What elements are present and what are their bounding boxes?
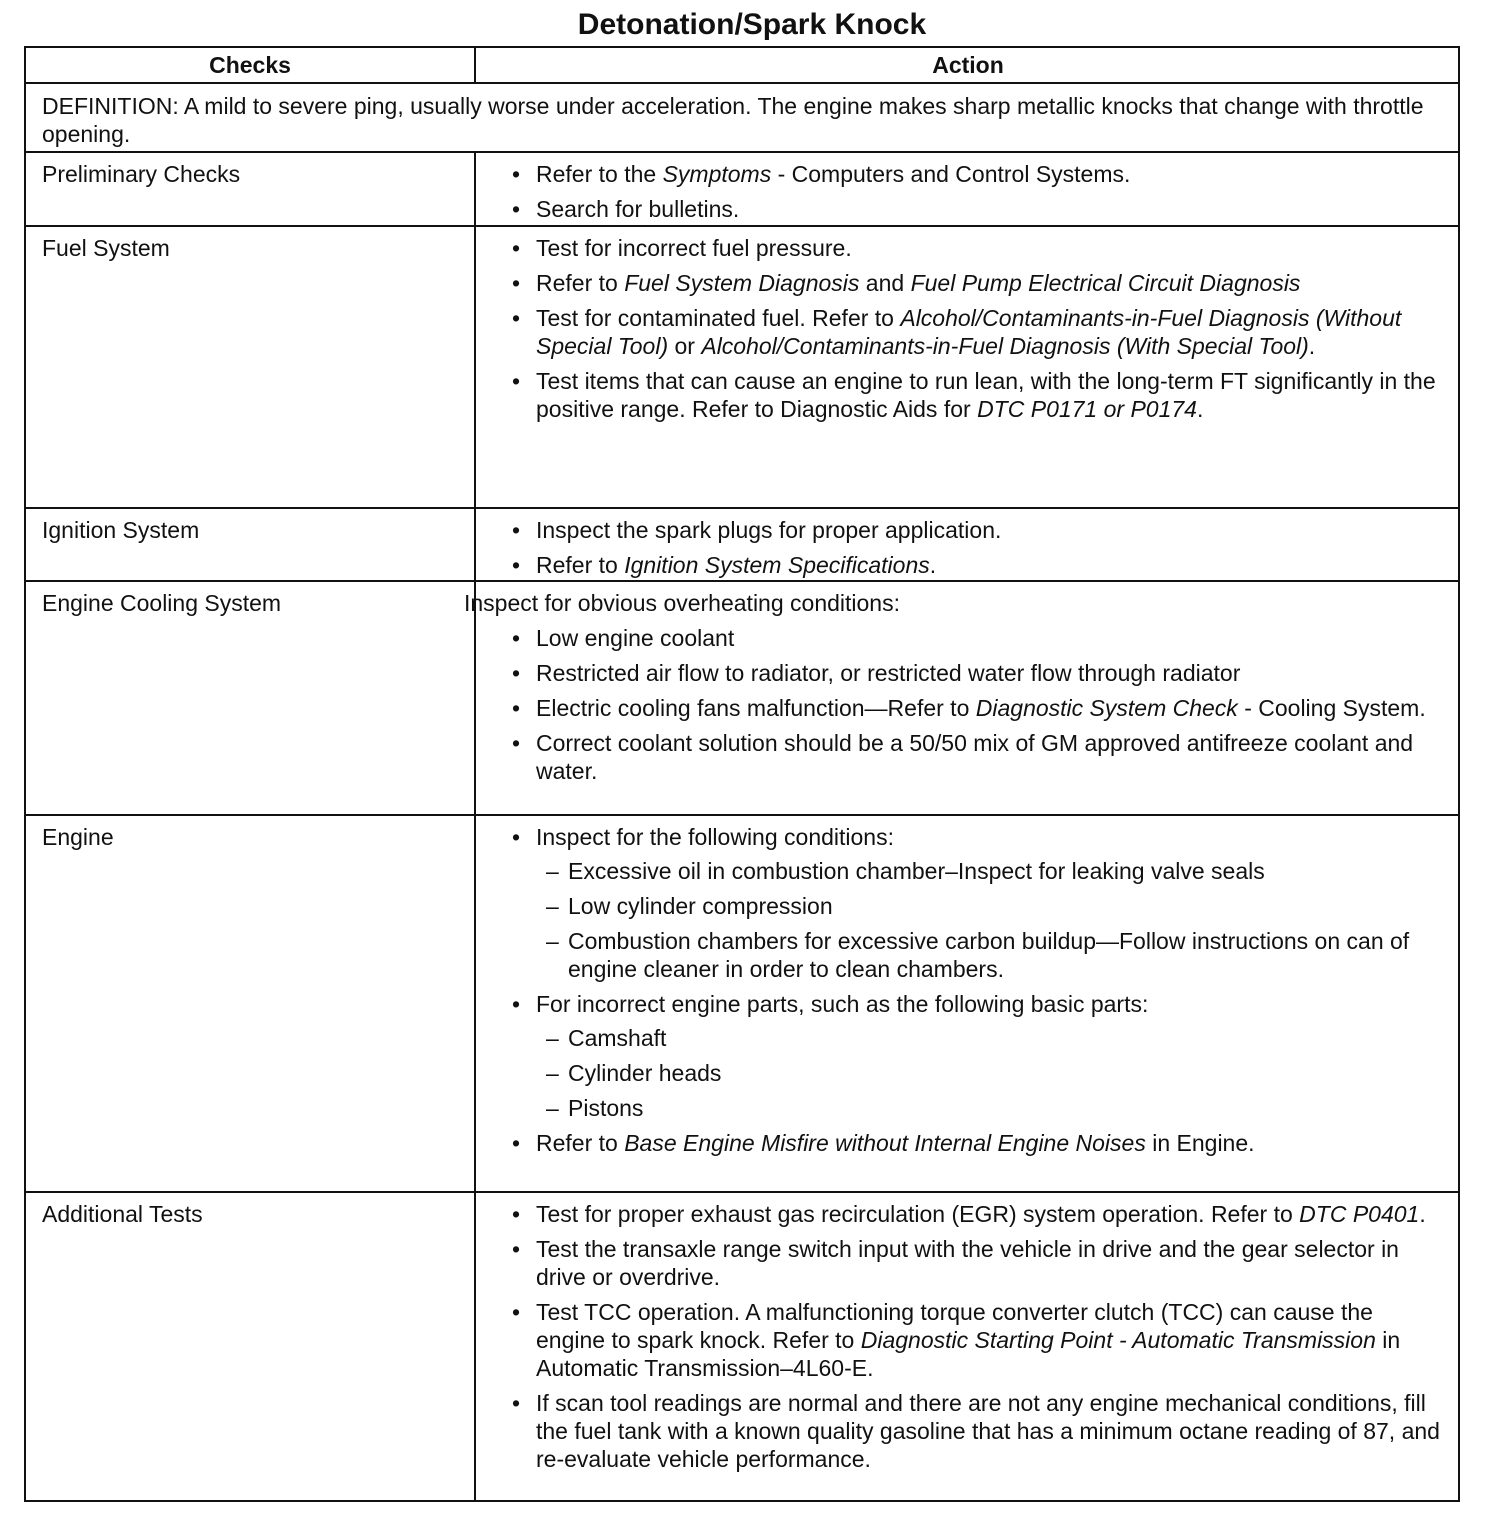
action-item: • Inspect for the following conditions: – Excessive oil in combustion chamber–Inspect for leaking valve seals – Low cylinder compression – Combustion chambers for excessive carbon buildup—Follow instructions on can of engine cleaner in order to clean chambers. [488,823,1448,983]
action-list [488,516,1448,579]
row-rule [26,814,1458,816]
action-item: • If scan tool readings are normal and there are not any engine mechanical conditions, fill the fuel tank with a known quality gasoline that has a minimum octane reading of 87, and re-evaluate vehicle performance. [488,1389,1448,1473]
definition-rule [26,151,1458,153]
action-sublist [536,857,1448,983]
action-item: • Refer to Base Engine Misfire without Internal Engine Noises in Engine. [488,1129,1448,1157]
check-label-engine-cooling: Engine Cooling System [42,590,282,616]
action-cell [488,516,1448,586]
check-label-preliminary: Preliminary Checks [42,161,241,187]
action-subitem: – Combustion chambers for excessive carbon buildup—Follow instructions on can of engine cleaner in order to clean chambers. [536,927,1448,983]
action-cell [488,234,1448,430]
action-subitem: – Cylinder heads [536,1059,1448,1087]
action-item: • Inspect the spark plugs for proper application. [488,516,1448,544]
header-rule [26,82,1458,84]
action-item: • Test items that can cause an engine to run lean, with the long-term FT significantly in the positive range. Refer to Diagnostic Aids for DTC P0171 or P0174. [488,367,1448,423]
action-intro: Inspect for obvious overheating conditions: [464,590,900,616]
action-item: • Low engine coolant [488,624,1448,652]
action-subitem: – Low cylinder compression [536,892,1448,920]
action-item: • Refer to Fuel System Diagnosis and Fuel Pump Electrical Circuit Diagnosis [488,269,1448,297]
action-list [488,624,1448,785]
column-divider [474,151,476,1502]
action-item: • Electric cooling fans malfunction—Refer to Diagnostic System Check - Cooling System. [488,694,1448,722]
check-label-engine: Engine [42,824,114,850]
action-item: • Test the transaxle range switch input with the vehicle in drive and the gear selector in drive or overdrive. [488,1235,1448,1291]
header-divider [474,48,476,84]
action-item: • Refer to the Symptoms - Computers and Control Systems. [488,160,1448,188]
action-item: • Test for contaminated fuel. Refer to Alcohol/Contaminants-in-Fuel Diagnosis (Without Special Tool) or Alcohol/Contaminants-in-Fuel Diagnosis (With Special Tool). [488,304,1448,360]
action-cell [488,823,1448,1164]
page-title: Detonation/Spark Knock [577,8,927,41]
action-item: • Search for bulletins. [488,195,1448,223]
definition-text: DEFINITION: A mild to severe ping, usually worse under acceleration. The engine makes sharp metallic knocks that change with throttle opening. [42,93,1424,147]
check-label-fuel-system: Fuel System [42,235,170,261]
action-list [488,234,1448,423]
action-list [488,160,1448,223]
action-item: • Restricted air flow to radiator, or restricted water flow through radiator [488,659,1448,687]
row-rule [26,1191,1458,1193]
action-cell [488,1200,1448,1480]
action-subitem: – Camshaft [536,1024,1448,1052]
action-item: • Test TCC operation. A malfunctioning torque converter clutch (TCC) can cause the engine to spark knock. Refer to Diagnostic Starting Point - Automatic Transmission in Automatic Transmission–4L60-E. [488,1298,1448,1382]
action-list [488,1200,1448,1473]
action-item: • Test for incorrect fuel pressure. [488,234,1448,262]
action-subitem: – Pistons [536,1094,1448,1122]
action-item: • Correct coolant solution should be a 50/50 mix of GM approved antifreeze coolant and water. [488,729,1448,785]
action-item: • Refer to Ignition System Specifications. [488,551,1448,579]
row-rule [26,507,1458,509]
action-subitem: – Excessive oil in combustion chamber–Inspect for leaking valve seals [536,857,1448,885]
check-label-ignition-system: Ignition System [42,517,200,543]
action-cell [464,589,1448,792]
column-header-checks: Checks [209,52,291,78]
action-item: • Test for proper exhaust gas recirculation (EGR) system operation. Refer to DTC P0401. [488,1200,1448,1228]
action-sublist [536,1024,1448,1122]
column-header-action: Action [932,52,1004,78]
check-label-additional-tests: Additional Tests [42,1201,203,1227]
action-item: • For incorrect engine parts, such as the following basic parts: – Camshaft – Cylinder heads – Pistons [488,990,1448,1122]
action-cell [488,160,1448,230]
action-list [488,823,1448,1157]
diagnosis-table [24,46,1460,1502]
